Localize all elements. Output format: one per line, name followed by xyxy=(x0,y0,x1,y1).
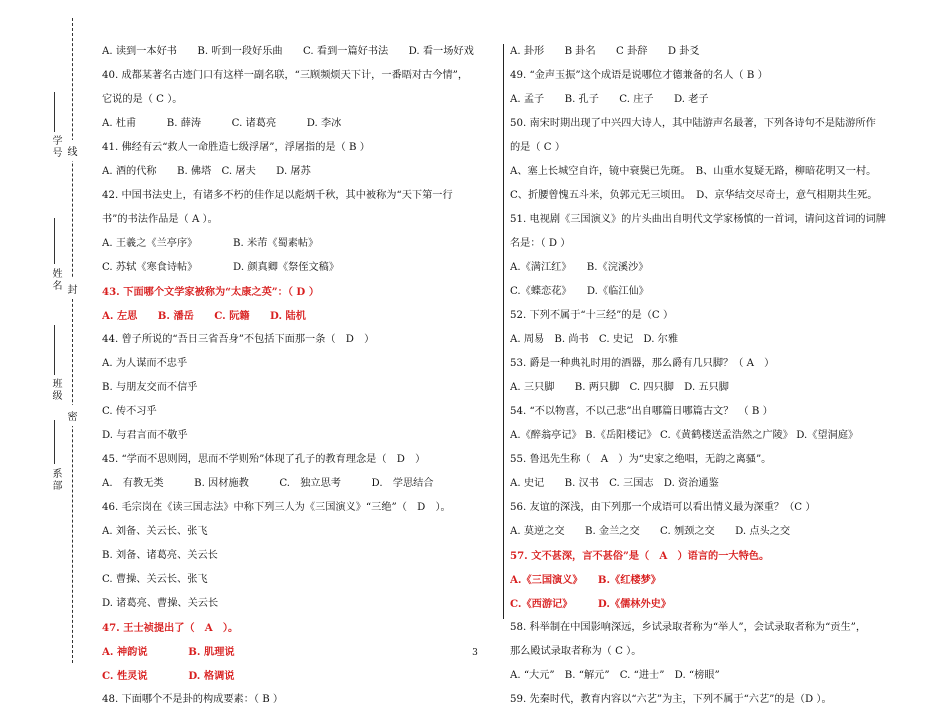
class-label: 班级 xyxy=(50,378,61,402)
question-line: A. 神韵说 B. 肌理说 xyxy=(102,646,235,658)
question-line: 54. “不以物喜，不以己悲”出自哪篇日哪篇古文？ （ B ） xyxy=(510,406,773,417)
question-line: 书”的书法作品是（ A ）。 xyxy=(102,214,218,225)
question-line: 48. 下面哪个不是卦的构成要素：（ B ） xyxy=(102,694,284,705)
question-line: 52. 下列不属于“十三经”的是（C ） xyxy=(510,310,674,321)
question-line: 的是（ C ） xyxy=(510,142,566,153)
question-line: 名是：（ D ） xyxy=(510,238,571,249)
question-line: A. 孟子 B. 孔子 C. 庄子 D. 老子 xyxy=(510,94,709,105)
question-line: D. 与君言而不敬乎 xyxy=(102,430,188,441)
question-line: A.《三国演义》 B.《红楼梦》 xyxy=(510,574,661,586)
question-line: B. 与朋友交而不信乎 xyxy=(102,382,198,393)
question-line: 那么殿试录取者称为（ C ）。 xyxy=(510,646,642,657)
cut-mark-secret: 密 xyxy=(67,405,78,426)
question-line: B. 刘备、诸葛亮、关云长 xyxy=(102,550,218,561)
question-line: 58. 科举制在中国影响深远，乡试录取者称为“举人”，会试录取者称为“贡生”， xyxy=(510,622,867,633)
question-line: A. 史记 B. 汉书 C. 三国志 D. 资治通鉴 xyxy=(510,478,719,489)
question-line: 57. 文不甚深，言不甚俗”是（ A ）语言的一大特色。 xyxy=(510,550,770,562)
binding-margin xyxy=(0,0,95,672)
question-line: 53. 爵是一种典礼时用的酒器，那么爵有几只脚？（ A ） xyxy=(510,358,775,369)
question-line: A. 三只脚 B. 两只脚 C. 四只脚 D. 五只脚 xyxy=(510,382,729,393)
question-line: A. 刘备、关云长、张飞 xyxy=(102,526,208,537)
page-number: 3 xyxy=(472,648,478,658)
question-line: 42. 中国书法史上，有诸多不朽的佳作足以彪炳千秋，其中被称为“天下第一行 xyxy=(102,190,453,201)
question-line: 45. “学而不思则罔，思而不学则殆”体现了孔子的教育理念是（ D ） xyxy=(102,454,426,465)
question-line: A. 王羲之《兰亭序》 B. 米芾《蜀素帖》 xyxy=(102,238,319,249)
question-line: 55. 鲁迅先生称（ A ）为“史家之绝唱，无韵之离骚”。 xyxy=(510,454,772,465)
question-line: C. 传不习乎 xyxy=(102,406,157,417)
question-line: A. “大元” B. “解元” C. “进士” D. “榜眼” xyxy=(510,670,720,681)
question-line: 46. 毛宗岗在《读三国志法》中称下列三人为《三国演义》“三绝”（ D ）。 xyxy=(102,502,451,513)
question-line: 59. 先秦时代，教育内容以“六艺”为主，下列不属于“六艺”的是（D ）。 xyxy=(510,694,832,705)
question-line: D. 诸葛亮、曹操、关云长 xyxy=(102,598,219,609)
question-line: A. 卦形 B 卦名 C 卦辞 D 卦爻 xyxy=(510,46,700,57)
question-line: A. 杜甫 B. 薛涛 C. 诸葛亮 D. 李冰 xyxy=(102,118,342,129)
department-label: 系部 xyxy=(50,468,61,492)
question-line: A. 有教无类 B. 因材施教 C. 独立思考 D. 学思结合 xyxy=(102,478,434,489)
question-line: A.《满江红》 B.《浣溪沙》 xyxy=(510,262,649,273)
question-line: 51. 电视剧《三国演义》的片头曲出自明代文学家杨慎的一首词，请问这首词的词牌 xyxy=(510,214,886,225)
cut-mark-line: 线 xyxy=(67,140,78,161)
student-id-field xyxy=(54,92,55,132)
class-field xyxy=(54,325,55,375)
question-line: C.《西游记》 D.《儒林外史》 xyxy=(510,598,672,610)
question-line: C.《蝶恋花》 D.《临江仙》 xyxy=(510,286,649,297)
question-line: C. 性灵说 D. 格调说 xyxy=(102,670,235,682)
department-field xyxy=(54,420,55,464)
question-line: A. 读到一本好书 B. 听到一段好乐曲 C. 看到一篇好书法 D. 看一场好戏 xyxy=(102,46,474,57)
name-field xyxy=(54,218,55,264)
question-line: 44. 曾子所说的“吾日三省吾身”不包括下面那一条（ D ） xyxy=(102,334,375,345)
question-line: C、折腰曾愧五斗米，负郭元无三顷田。 D、京华结交尽奇士，意气相期共生死。 xyxy=(510,190,878,201)
question-line: 41. 佛经有云“救人一命胜造七级浮屠”，浮屠指的是（ B ） xyxy=(102,142,370,153)
question-line: A. 为人谋而不忠乎 xyxy=(102,358,188,369)
question-line: 56. 友谊的深浅，由下列那一个成语可以看出情义最为深重？（C ） xyxy=(510,502,816,513)
student-id-label: 学号 xyxy=(50,135,61,159)
question-line: A. 酒的代称 B. 佛塔 C. 屠夫 D. 屠苏 xyxy=(102,166,311,177)
cut-mark-seal: 封 xyxy=(67,278,78,299)
question-line: C. 苏轼《寒食诗帖》 D. 颜真卿《祭侄文稿》 xyxy=(102,262,340,273)
question-line: A.《醉翁亭记》 B.《岳阳楼记》 C.《黄鹤楼送孟浩然之广陵》 D.《望洞庭》 xyxy=(510,430,859,441)
question-line: 它说的是（ C ）。 xyxy=(102,94,183,105)
question-line: C. 曹操、关云长、张飞 xyxy=(102,574,208,585)
name-label: 姓名 xyxy=(50,268,61,292)
question-line: 47. 王士祯提出了（ A ）。 xyxy=(102,622,239,634)
question-line: A. 左思 B. 潘岳 C. 阮籍 D. 陆机 xyxy=(102,310,306,322)
binding-dashed-line xyxy=(72,18,73,663)
column-divider xyxy=(503,44,504,619)
question-line: A. 周易 B. 尚书 C. 史记 D. 尔雅 xyxy=(510,334,679,345)
question-line: 43. 下面哪个文学家被称为“太康之英”：（ D ） xyxy=(102,286,320,298)
question-line: A. 莫逆之交 B. 金兰之交 C. 刎颈之交 D. 点头之交 xyxy=(510,526,791,537)
question-line: 50. 南宋时期出现了中兴四大诗人，其中陆游声名最著，下列各诗句不是陆游所作 xyxy=(510,118,876,129)
question-line: 40. 成都某著名古迹门口有这样一副名联，“三顾频烦天下计，一番晤对古今情”， xyxy=(102,70,469,81)
question-line: A、塞上长城空自许，镜中衰鬓已先斑。 B、山重水复疑无路，柳暗花明又一村。 xyxy=(510,166,877,177)
left-column xyxy=(102,40,498,712)
right-column xyxy=(510,40,920,712)
question-line: 49. “金声玉振”这个成语是说哪位才德兼备的名人（ B ） xyxy=(510,70,768,81)
